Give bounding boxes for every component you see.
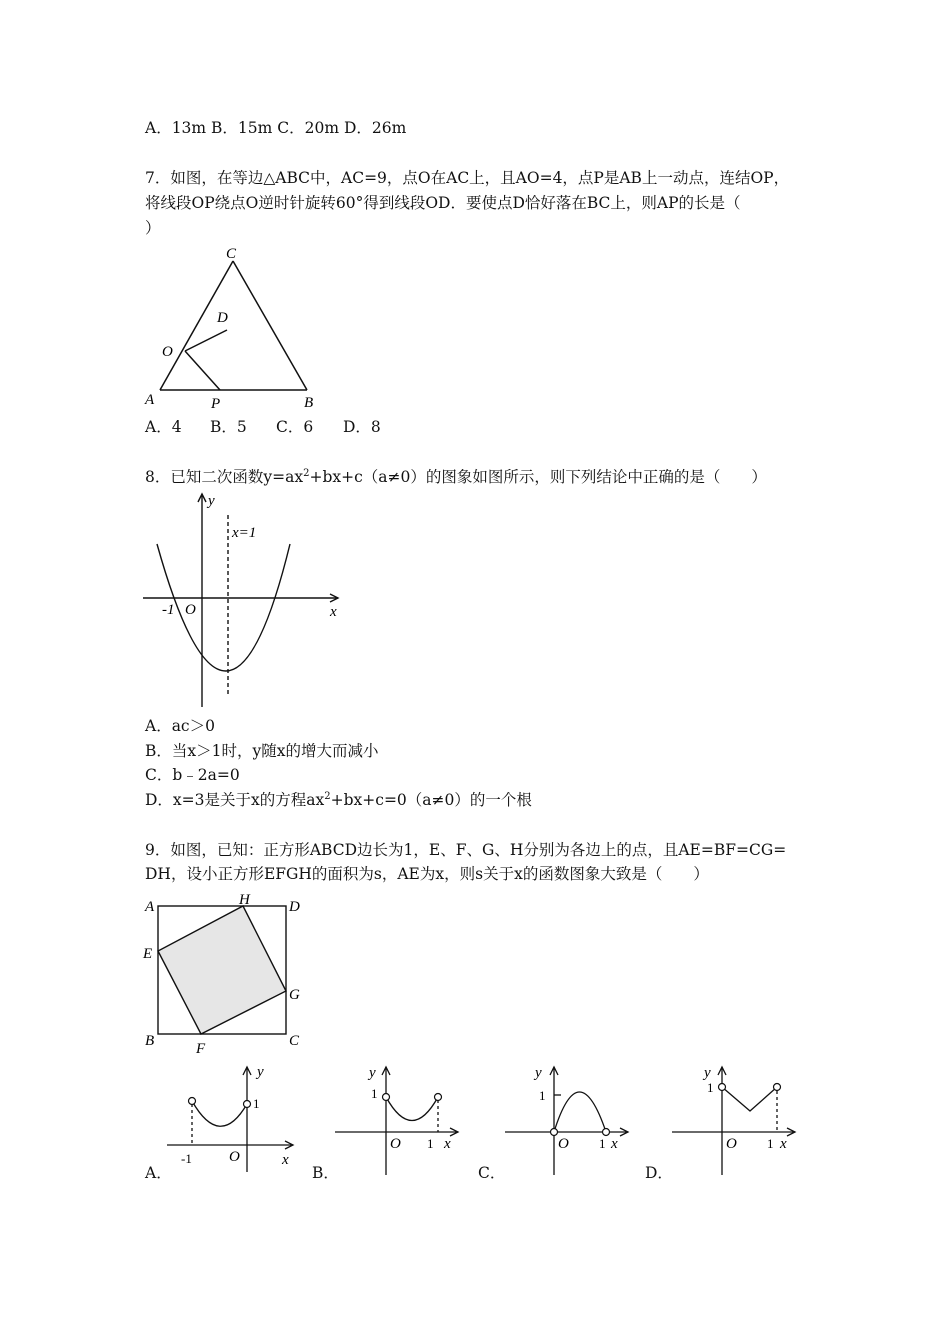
q9-label-f: F — [196, 1041, 206, 1057]
q9-graph-a — [165, 1062, 300, 1174]
q8-label-origin: O — [185, 602, 196, 618]
q9-graph-d-y-label: y — [704, 1065, 711, 1081]
q7-label-c: C — [226, 246, 237, 262]
q8-option-c: C．b﹣2a=0 — [145, 766, 240, 784]
q8-label-x: x — [330, 604, 337, 620]
q9-label-c: C — [289, 1033, 300, 1049]
q9-graph-d — [670, 1062, 798, 1177]
q9-graph-d-origin-label: O — [726, 1136, 737, 1152]
q7-triangle-figure — [140, 238, 330, 413]
q7-option-d: D．8 — [343, 418, 381, 436]
q9-label-d: D — [289, 899, 300, 915]
q7-option-a: A．4 — [145, 418, 182, 436]
q9-graph-b-tick-label: 1 — [427, 1136, 434, 1151]
q9-graph-c-origin-label: O — [558, 1136, 569, 1152]
q9-graph-b-letter: B． — [312, 1164, 339, 1182]
q9-label-e: E — [143, 946, 153, 962]
q6-options: A．13m B．15m C．20m D．26m — [145, 119, 407, 137]
q9-stem-line1: 9．如图，已知：正方形ABCD边长为1，E、F、G、H分别为各边上的点，且AE=BF=CG= — [145, 841, 787, 859]
q9-graph-b-y-label: y — [369, 1065, 376, 1081]
q7-label-p: P — [211, 396, 221, 412]
q8-parabola-figure — [140, 490, 350, 712]
q7-label-a: A — [145, 392, 155, 408]
q9-graph-c-tick-label: 1 — [599, 1136, 606, 1151]
q9-label-a: A — [145, 899, 155, 915]
q8-stem: 8．已知二次函数$y=ax^2+bx+c(a\ne 0)$的图象如图所示，则下列结论中正确的是（ ） — [145, 467, 767, 486]
q9-graph-a-y-label: y — [257, 1064, 264, 1080]
q9-graph-d-one-label: 1 — [707, 1080, 714, 1095]
q9-graph-c — [503, 1062, 631, 1177]
q9-graph-c-one-label: 1 — [539, 1088, 546, 1103]
q9-graph-a-x-label: x — [282, 1152, 289, 1168]
q7-option-c: C．6 — [276, 418, 314, 436]
q9-graph-a-origin-label: O — [229, 1149, 240, 1165]
q7-stem-line1: 7．如图，在等边△ABC中，AC=9，点O在AC上，且AO=4，点P是AB上一动点，连结OP， — [145, 169, 790, 187]
q9-graph-d-x-label: x — [780, 1136, 787, 1152]
q7-stem-line3: ） — [145, 219, 161, 237]
q9-graph-a-tick-label: -1 — [181, 1151, 192, 1166]
q9-graph-a-letter: A． — [145, 1164, 172, 1182]
q9-graph-d-tick-label: 1 — [767, 1136, 774, 1151]
q9-label-h: H — [239, 892, 250, 908]
q9-graph-c-y-label: y — [535, 1065, 542, 1081]
q7-label-o: O — [162, 344, 173, 360]
q7-label-d: D — [217, 310, 228, 326]
q9-graph-c-letter: C． — [478, 1164, 506, 1182]
q8-option-b: B．当x＞1时，y随x的增大而减小 — [145, 742, 379, 760]
q9-graph-b-x-label: x — [444, 1136, 451, 1152]
q9-square-figure — [140, 888, 315, 1058]
q8-option-a: A．ac＞0 — [145, 717, 215, 735]
q9-stem-line2: DH，设小正方形EFGH的面积为s，AE为x，则s关于x的函数图象大致是（ ） — [145, 865, 709, 883]
q9-graph-a-one-label: 1 — [253, 1096, 260, 1111]
q9-graph-b-one-label: 1 — [371, 1086, 378, 1101]
q7-label-b: B — [304, 395, 314, 411]
q9-graph-d-letter: D． — [645, 1164, 673, 1182]
q9-label-b: B — [145, 1033, 155, 1049]
q8-label-y: y — [208, 493, 215, 509]
q9-graph-b-origin-label: O — [390, 1136, 401, 1152]
q9-graph-b — [333, 1062, 461, 1177]
q8-axis-of-symmetry-label: x=1 — [232, 525, 257, 541]
q8-option-d: D．x=3是关于x的方程$ax^2+bx+c=0(a\ne 0)$的一个根 — [145, 790, 532, 809]
q9-graph-c-x-label: x — [611, 1136, 618, 1152]
q7-option-b: B．5 — [210, 418, 247, 436]
q8-label-neg1: -1 — [162, 602, 175, 618]
q9-label-g: G — [289, 987, 300, 1003]
q7-stem-line2: 将线段OP绕点O逆时针旋转60°得到线段OD．要使点D恰好落在BC上，则AP的长是（ — [145, 194, 741, 212]
